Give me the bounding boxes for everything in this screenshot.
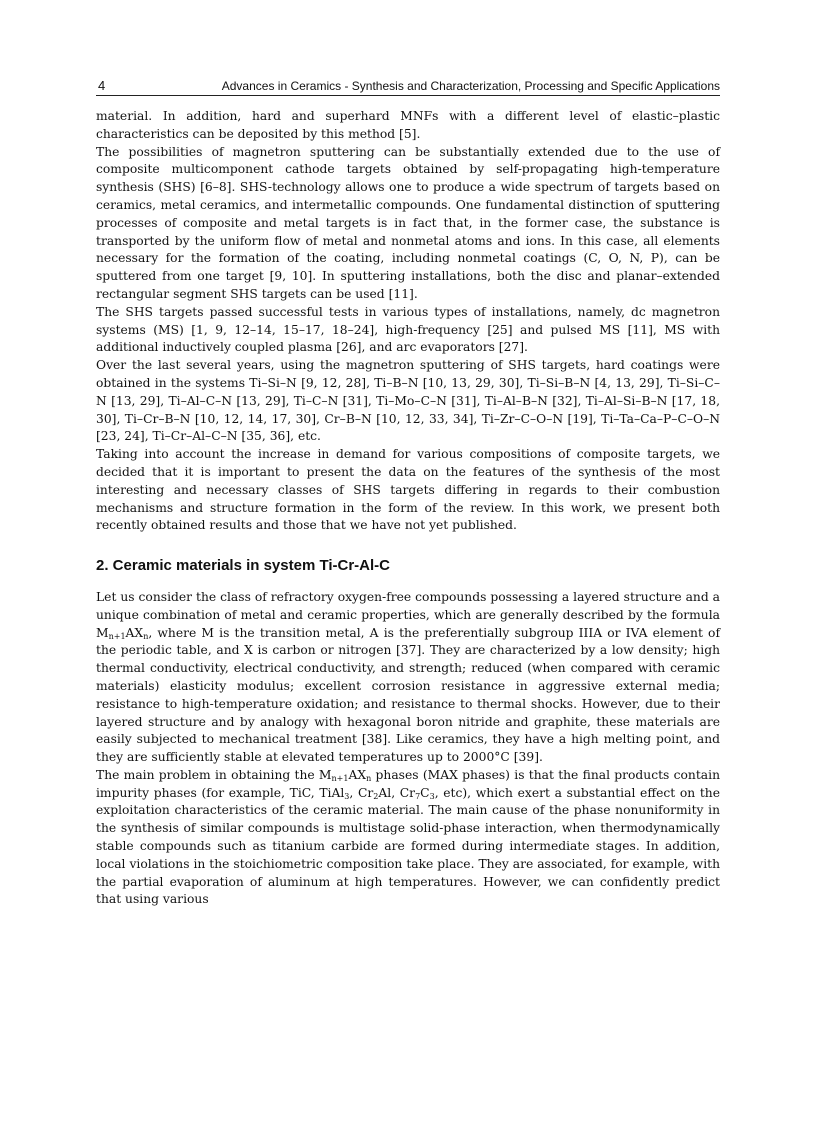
page	[96, 78, 720, 909]
paragraph: The main problem in obtaining the $M_{n+1}AX_n$ phases (MAX phases) is that the final products contain impurity phases (for example, TiC, TiAl$_3$, $Cr_2Al$, $Cr_7C_3$, etc), which exert a substantial effect on the exploitation characteristics of the ceramic material. The main cause of the phase nonuniformity in the synthesis of similar compounds is multistage solid-phase interaction, when thermodynamically stable compounds such as titanium carbide are formed during intermediate stages. In addition, local violations in the stoichiometric composition take place. They are associated, for example, with the partial evaporation of aluminum at high temperatures. However, we can confidently predict that using various	[96, 767, 721, 907]
paragraph: The possibilities of magnetron sputtering can be substantially extended due to the use of composite multicomponent cathode targets obtained by self-propagating high-temperature synthesis (SHS) [6–8]. SHS-technology allows one to produce a wide spectrum of targets based on ceramics, metal ceramics, and intermetallic compounds. One fundamental distinction of sputtering processes of composite and metal targets is in fact that, in the former case, the substance is transported by the uniform flow of metal and nonmetal atoms and ions. In this case, all elements necessary for the formation of the coating, including nonmetal coatings (C, O, N, P), can be sputtered from one target [9, 10]. In sputtering installations, both the disc and planar–extended rectangular segment SHS targets can be used [11].	[96, 144, 720, 301]
paragraph: The SHS targets passed successful tests in various types of installations, namely, dc magnetron systems (MS) [1, 9, 12–14, 15–17, 18–24], high-frequency [25] and pulsed MS [11], MS with additional inductively coupled plasma [26], and arc evaporators [27].	[96, 304, 720, 355]
running-header	[96, 78, 720, 96]
body-text	[96, 108, 720, 909]
running-title: Advances in Ceramics - Synthesis and Characterization, Processing and Specific Applications	[221, 79, 720, 93]
section-heading: 2. Ceramic materials in system Ti-Cr-Al-C	[96, 557, 391, 575]
paragraph: Taking into account the increase in demand for various compositions of composite targets, we decided that it is important to present the data on the features of the synthesis of the most interesting and necessary classes of SHS targets differing in regards to their combustion mechanisms and structure formation in the form of the review. In this work, we present both recently obtained results and those that we have not yet published.	[96, 447, 720, 533]
paragraph: Let us consider the class of refractory oxygen-free compounds possessing a layered structure and a unique combination of metal and ceramic properties, which are generally described by the formula $M_{n+1}AX_n$, where M is the transition metal, A is the preferentially subgroup IIIA or IVA element of the periodic table, and X is carbon or nitrogen [37]. They are characterized by a low density; high thermal conductivity, electrical conductivity, and strength; reduced (when compared with ceramic materials) elasticity modulus; excellent corrosion resistance in aggressive external media; resistance to high-temperature oxidation; and resistance to thermal shocks. However, due to their layered structure and by analogy with hexagonal boron nitride and graphite, these materials are easily subjected to mechanical treatment [38]. Like ceramics, they have a high melting point, and they are sufficiently stable at elevated temperatures up to 2000°C [39].	[96, 589, 720, 765]
paragraph: material. In addition, hard and superhard MNFs with a different level of elastic–plastic characteristics can be deposited by this method [5].	[96, 109, 720, 141]
page-number: 4	[98, 78, 106, 93]
paragraph: Over the last several years, using the magnetron sputtering of SHS targets, hard coatings were obtained in the systems Ti–Si–N [9, 12, 28], Ti–B–N [10, 13, 29, 30], Ti–Si–B–N [4, 13, 29], Ti–Si–C–N [13, 29], Ti–Al–C–N [13, 29], Ti–C–N [31], Ti–Mo–C–N [31], Ti–Al–B–N [32], Ti–Al–Si–B–N [17, 18, 30], Ti–Cr–B–N [10, 12, 14, 17, 30], Cr–B–N [10, 12, 33, 34], Ti–Zr–C–O–N [19], Ti–Ta–Ca–P–C–O–N [23, 24], Ti–Cr–Al–C–N [35, 36], etc.	[96, 358, 720, 444]
